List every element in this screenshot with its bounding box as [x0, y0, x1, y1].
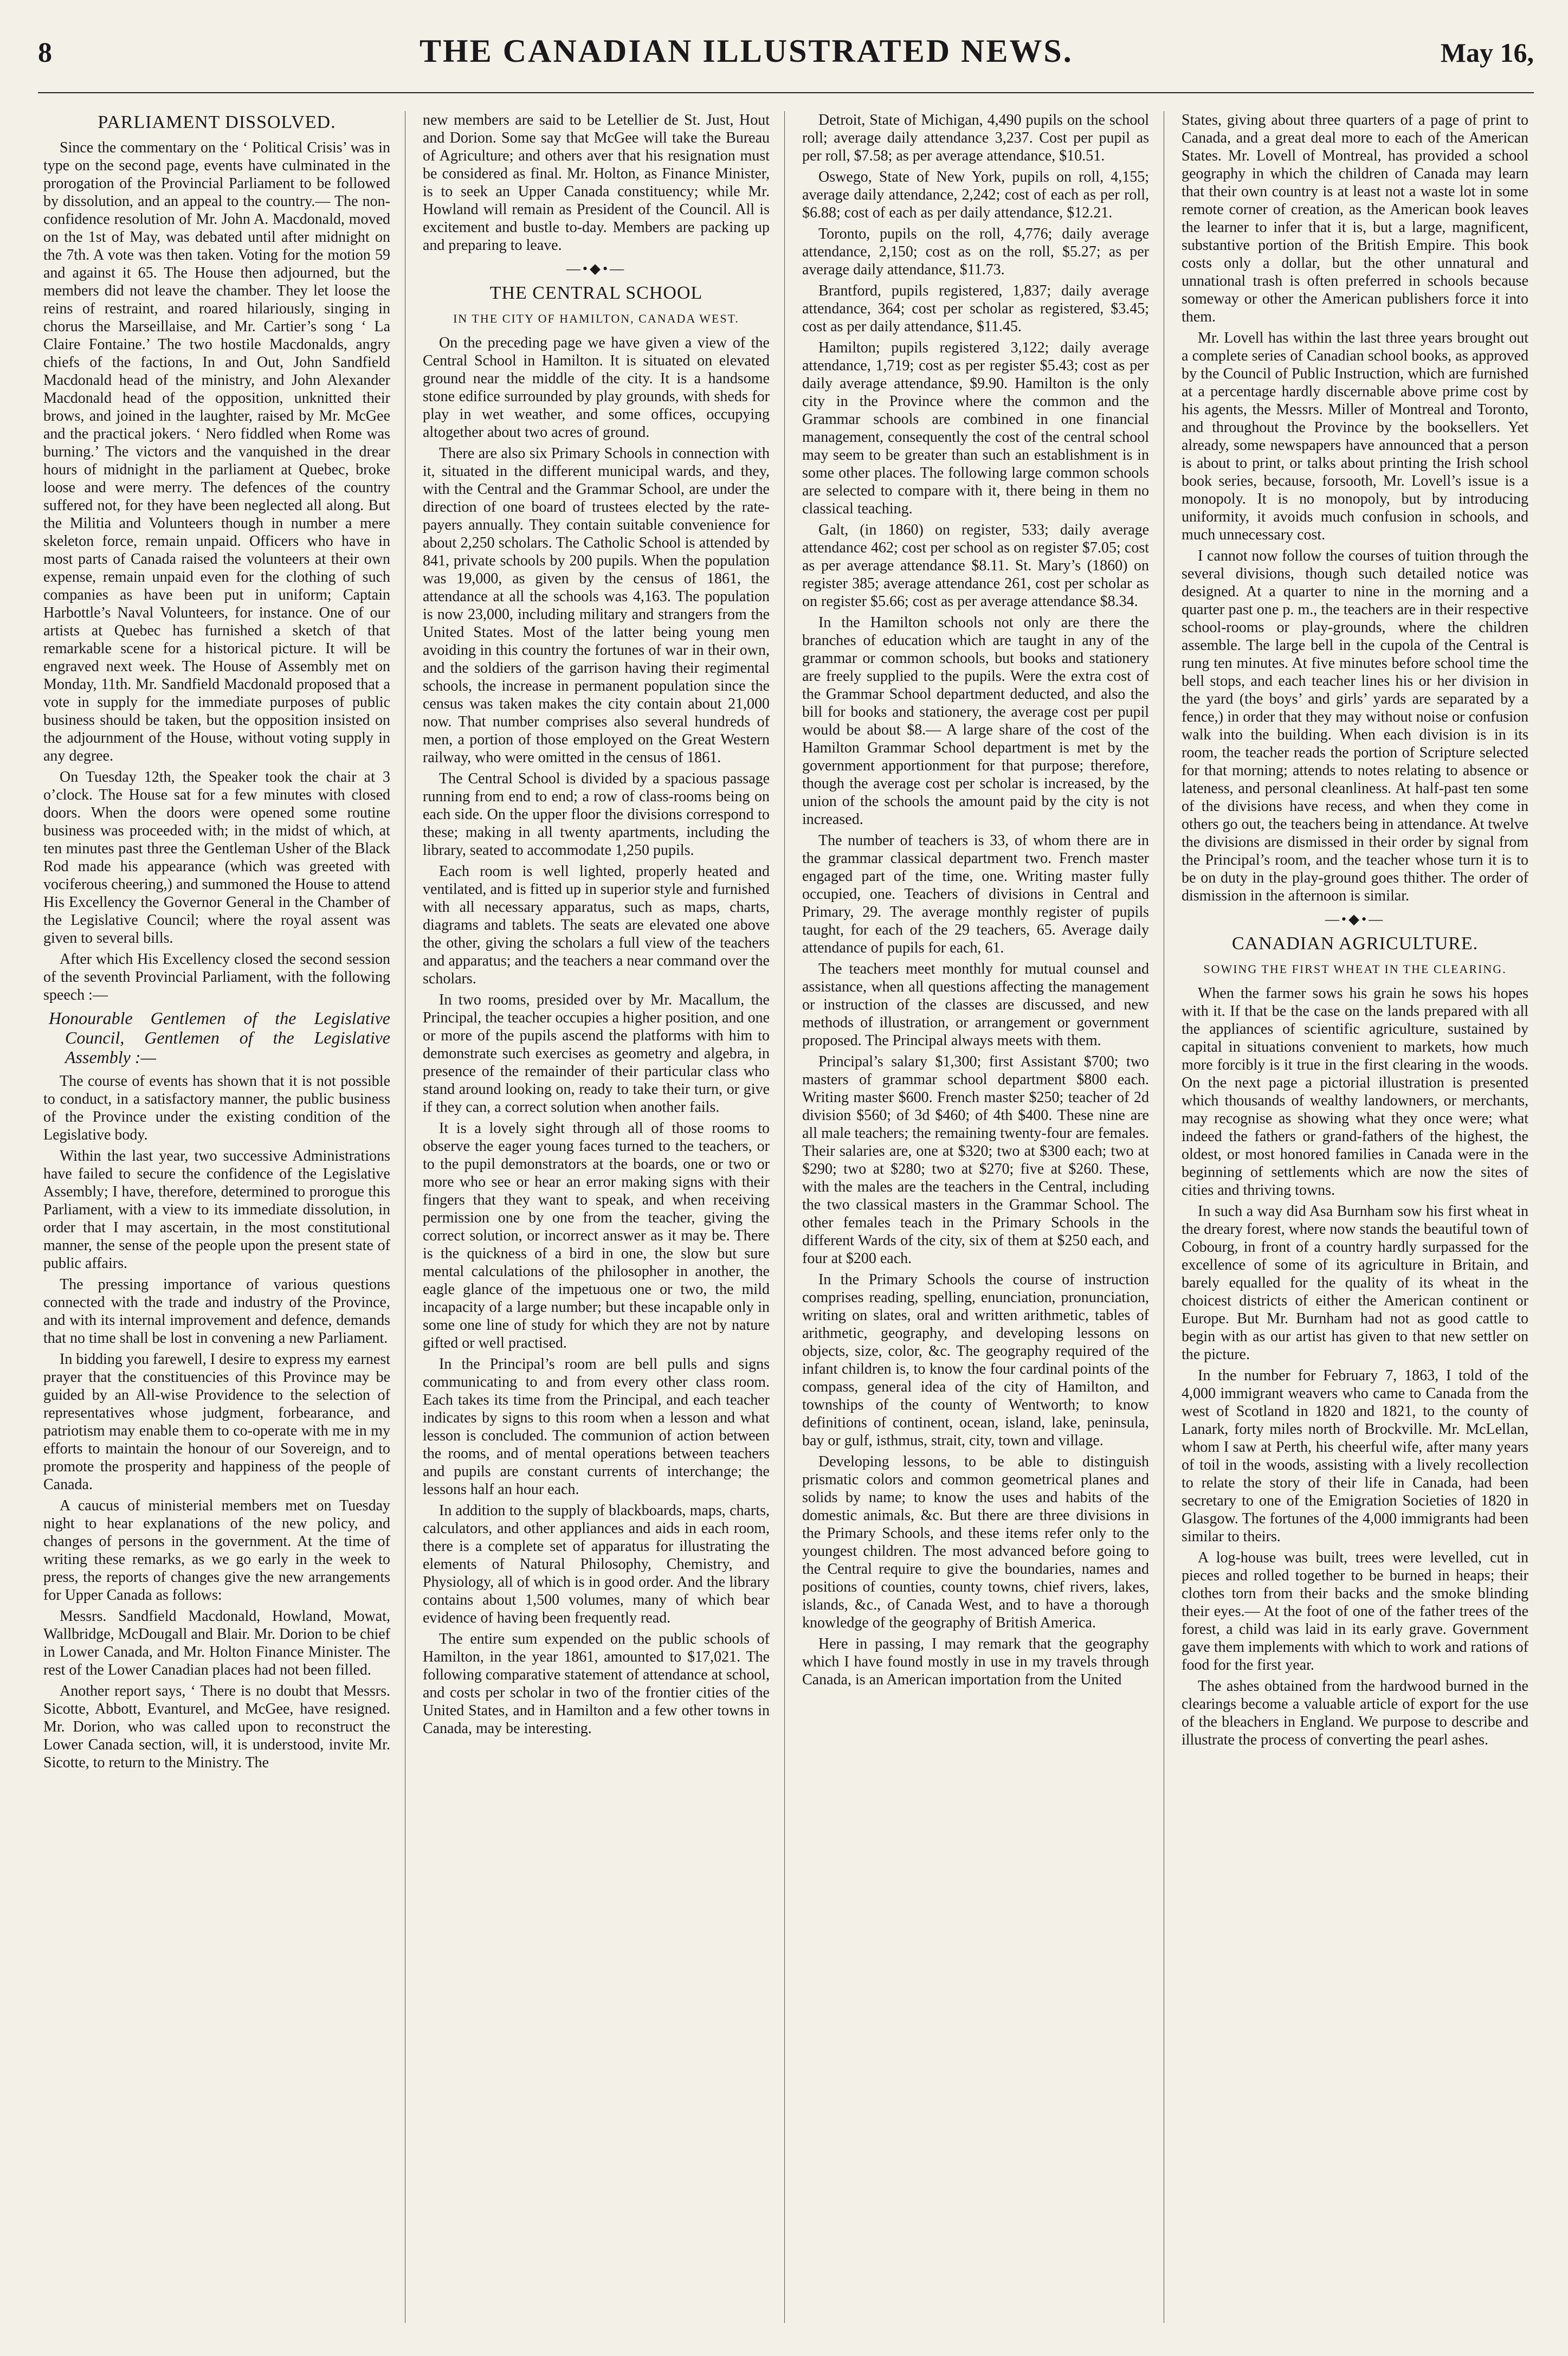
paragraph: Detroit, State of Michigan, 4,490 pupils on the school roll; average daily attendance 3,237. Cost per pupil as per roll, $7.58; as per average attendance, $10.51. — [802, 112, 1149, 164]
paragraph: Another report says, ‘ There is no doubt that Messrs. Sicotte, Abbott, Evanturel, and McGee, have resigned. Mr. Dorion, who was called upon to reconstruct the Lower Canada section, will, it is understood, invite Mr. Sicotte, to return to the Ministry. The — [43, 1683, 390, 1771]
paragraph: Within the last year, two successive Administrations have failed to secure the confidence of the Legislative Assembly; I have, therefore, determined to prorogue this Parliament, with a view to its immediate dissolution, in order that I may ascertain, in the most constitutional manner, the sense of the people upon the present state of public affairs. — [43, 1148, 390, 1272]
paragraph: Developing lessons, to be able to distinguish prismatic colors and common geometrical planes and solids by name; to know the uses and habits of the domestic animals, &c. But there are three divisions in the Primary Schools, and these items refer only to the youngest children. The most advanced before going to the Central require to give the boundaries, names and positions of counties, county towns, chief rivers, lakes, islands, &c., of Canada West, and to have a thorough knowledge of the geography of British America. — [802, 1453, 1149, 1631]
paragraph: In addition to the supply of blackboards, maps, charts, calculators, and other appliances and aids in each room, there is a complete set of apparatus for illustrating the elements of Natural Philosophy, Chemistry, and Physiology, all of which is in good order. And the library contains about 1,500 volumes, many of which bear evidence of having been frequently read. — [423, 1502, 770, 1626]
article-heading-central-school: THE CENTRAL SCHOOL — [489, 283, 703, 303]
paragraph: Oswego, State of New York, pupils on roll, 4,155; average daily attendance, 2,242; cost of each as per roll, $6.88; cost of each as per daily attendance, $12.21. — [802, 169, 1149, 221]
paragraph: When the farmer sows his grain he sows his hopes with it. If that be the case on the lands prepared with all the appliances of scientific agriculture, sustained by capital in situations convenient to markets, how much more forcibly is it true in the first clearing in the woods. On the next page a pictorial illustration is presented which thousands of wealthy landowners, or merchants, may recognise as showing what they once were; what indeed the fathers or grand-fathers of the highest, the oldest, or most honored families in Canada were in the beginning of settlements which are now the sites of cities and thriving towns. — [1182, 985, 1528, 1199]
paragraph: Messrs. Sandfield Macdonald, Howland, Mowat, Wallbridge, McDougall and Blair. Mr. Dorion to be chief in Lower Canada, and Mr. Holton Finance Minister. The rest of the Lower Canadian places had not been filled. — [43, 1608, 390, 1678]
paragraph: I cannot now follow the courses of tuition through the several divisions, though such detailed notice was designed. At a quarter to nine in the morning and a quarter past one p. m., the teachers are in their respective school-rooms or play-grounds, where the children assemble. The large bell in the cupola of the Central is rung ten minutes. At five minutes before school time the bell stops, and each teacher lines his or her division in the yard (the boys’ and girls’ yards are separated by a fence,) in order that they may without noise or confusion walk into the building. When each division is in its room, the teacher reads the portion of Scripture selected for that morning; attends to notes relating to absence or lateness, and personal cleanliness. At half-past ten some of the divisions have recess, and when they come in others go out, the teachers being in attendance. At twelve the divisions are dismissed in their order by signal from the Principal’s room, and the teacher whose turn it is to be on duty in the play-ground goes thither. The order of dismission in the afternoon is similar. — [1182, 548, 1528, 904]
column-3 — [802, 111, 1149, 2328]
paragraph: The Central School is divided by a spacious passage running from end to end; a row of class-rooms being on each side. On the upper floor the divisions correspond to these; making in all twenty apartments, including the library, seated to accommodate 1,250 pupils. — [423, 770, 770, 859]
column-rule — [784, 111, 785, 2323]
newspaper-title: THE CANADIAN ILLUSTRATED NEWS. — [420, 33, 1073, 69]
paragraph: It is a lovely sight through all of those rooms to observe the eager young faces turned to the teachers, or to the pupil demonstrators at the boards, one or two or more who see or hear an error making signs with their fingers that they want to speak, and when receiving permission one by one from the teacher, giving the correct solution, or incorrect answer as it may be. There is the quickness of a bird in one, the slow but sure mental calculations of the philosopher in another, the eagle glance of the impetuous one or two, the mild incapacity of a large number; but these incapable only in some one line of study for which they are not by nature gifted or well practised. — [423, 1120, 770, 1351]
page-number: 8 — [38, 37, 52, 68]
section-divider: —•◆•— — [566, 261, 627, 276]
column-4 — [1182, 111, 1528, 2328]
paragraph: In the Principal’s room are bell pulls and signs communicating to and from every other class room. Each takes its time from the Principal, and each teacher indicates by signs to this room when a lesson and what lesson is concluded. The communion of action between the rooms, and of mental operations between teachers and pupils are constant currents of interchange; the lessons half an hour each. — [423, 1356, 770, 1498]
section-divider: —•◆•— — [1325, 911, 1385, 927]
column-2 — [423, 111, 770, 2328]
paragraph: Principal’s salary $1,300; first Assistant $700; two masters of grammar school department $800 each. Writing master $600. French master $250; teacher of 2d division $560; of 3d $460; of 4th $400. These nine are all male teachers; the remaining twenty-four are females. Their salaries are, one at $320; two at $300 each; two at $290; two at $280; two at $270; five at $260. These, with the males are the teachers in the Central, including the two classical masters in the Grammar School. The other females teach in the Primary Schools in the different Wards of the city, six of them at $250 each, and four at $200 each. — [802, 1053, 1149, 1267]
paragraph: The teachers meet monthly for mutual counsel and assistance, when all questions affecting the management or instruction of the classes are discussed, and new methods of illustration, or arrangement or government proposed. The Principal always meets with them. — [802, 961, 1149, 1049]
paragraph: A log-house was built, trees were levelled, cut in pieces and rolled together to be burned in heaps; their clothes torn from their backs and the smoke blinding their eyes.— At the foot of one of the father trees of the forest, a child was laid in its early grave. Government gave them implements with which to work and rations of food for the first year. — [1182, 1549, 1528, 1673]
masthead — [38, 33, 1534, 93]
paragraph: Here in passing, I may remark that the geography which I have found mostly in use in my travels through Canada, is an American importation from the United — [802, 1636, 1149, 1688]
paragraph: Hamilton; pupils registered 3,122; daily average attendance, 1,719; cost as per register $5.43; cost as per daily average attendance, $9.90. Hamilton is the only city in the Province where the common and the Grammar schools are combined in one financial management, consequently the cost of the central school may seem to be greater than such an establishment is in some other places. The following large common schools are selected to compare with it, there being in them no classical teaching. — [802, 339, 1149, 517]
paragraph: new members are said to be Letellier de St. Just, Hout and Dorion. Some say that McGee will take the Bureau of Agriculture; and others aver that his resignation must be considered as final. Mr. Holton, as Finance Minister, is to seek an Upper Canada constituency; while Mr. Howland will remain as President of the Council. All is excitement and bustle to-day. Members are packing up and preparing to leave. — [423, 112, 770, 254]
paragraph: On Tuesday 12th, the Speaker took the chair at 3 o’clock. The House sat for a few minutes with closed doors. When the doors were opened some routine business was proceeded with; in the midst of which, at ten minutes past three the Gentleman Usher of the Black Rod made his appearance (which was greeted with vociferous cheering,) and summoned the House to attend His Excellency the Governor General in the Chamber of the Legislative Council; where the royal assent was given to several bills. — [43, 769, 390, 947]
paragraph: The number of teachers is 33, of whom there are in the grammar classical department two. French master engaged part of the time, one. Writing master fully occupied, one. Teachers of divisions in Central and Primary, 29. The average monthly register of pupils taught, for each of the 29 teachers, 65. Average daily attendance of pupils for each, 61. — [802, 832, 1149, 956]
paragraph: There are also six Primary Schools in connection with it, situated in the different municipal wards, and they, with the Central and the Grammar School, are under the direction of one board of trustees elected by the rate-payers annually. They contain suitable convenience for about 2,250 scholars. The Catholic School is attended by 841, private schools by 200 pupils. When the population was 19,000, as given by the census of 1861, the attendance at all the schools was 4,163. The population is now 23,000, including military and strangers from the United States. Most of the latter being young men avoiding in this country the fortunes of war in their own, and the soldiers of the garrison having their regimental schools, the increase in permanent population since the census was taken makes the city contain about 21,000 now. That number comprises also several hundreds of men, a portion of those employed on the Great Western railway, who were omitted in the census of 1861. — [423, 445, 770, 766]
article-subheading: IN THE CITY OF HAMILTON, CANADA WEST. — [453, 312, 739, 325]
paragraph: Mr. Lovell has within the last three years brought out a complete series of Canadian school books, as approved by the Council of Public Instruction, which are furnished at a percentage hardly discernable above prime cost by his agents, the Messrs. Miller of Montreal and Toronto, and throughout the Province by the booksellers. Yet already, some newspapers have announced that a person is about to print, or talks about printing the Irish school book series, because, forsooth, Mr. Lovell’s issue is a monopoly. It is no monopoly, but by introducing uniformity, it avoids much confusion in schools, and much unnecessary cost. — [1182, 330, 1528, 543]
paragraph: Since the commentary on the ‘ Political Crisis’ was in type on the second page, events have culminated in the prorogation of the Provincial Parliament to be followed by dissolution, and an appeal to the country.— The non-confidence resolution of Mr. John A. Macdonald, moved on the 1st of May, was debated until after midnight on the 7th. A vote was then taken. Voting for the motion 59 and against it 65. The House then adjourned, but the members did not leave the chamber. They let loose the reins of restraint, and roared hilariously, singing in chorus the Marseillaise, and Mr. Cartier’s song ‘ La Claire Fontaine.’ The two hostile Macdonalds, angry chiefs of the factions, In and Out, John Sandfield Macdonald head of the ministry, and John Alexander Macdonald head of the opposition, unknitted their brows, and joined in the laughter, raised by Mr. McGee and the practical jokers. ‘ Nero fiddled when Rome was burning.’ The victors and the vanquished in the drear hours of midnight in the parliament at Quebec, broke loose and were merry. The defences of the country suffered not, for they have been neglected all along. But the Militia and Volunteers though in number a mere skeleton force, remain unpaid. Officers who have in most parts of Canada raised the volunteers at their own expense, remain unpaid even for the clothing of such companies as have been put in uniform; Captain Harbottle’s Naval Volunteers, for instance. One of our artists at Quebec has furnished a sketch of that remarkable scene for a historical picture. It will be engraved next week. The House of Assembly met on Monday, 11th. Mr. Sandfield Macdonald proposed that a vote in supply for the immediate purposes of public business should be taken, but the opposition insisted on the adjournment of the House, without voting supply in any degree. — [43, 139, 390, 764]
paragraph: A caucus of ministerial members met on Tuesday night to hear explanations of the new policy, and changes of persons in the government. At the time of writing these remarks, as we go early in the week to press, the reports of changes give the new arrangements for Upper Canada as follows: — [43, 1497, 390, 1604]
paragraph: States, giving about three quarters of a page of print to Canada, and a great deal more to each of the American States. Mr. Lovell of Montreal, has provided a school geography in which the children of Canada may learn that their own country is at least not a waste lot in some remote corner of creation, as the American book leaves the learner to infer that it is, but a large, magnificent, substantive portion of the British Empire. This book costs only a dollar, but the other unnatural and unnational trash is often preferred in schools because someway or other the American publishers force it into them. — [1182, 112, 1528, 325]
paragraph: Brantford, pupils registered, 1,837; daily average attendance, 364; cost per scholar as registered, $3.45; cost as per daily attendance, $11.45. — [802, 282, 1149, 335]
paragraph: In bidding you farewell, I desire to express my earnest prayer that the constituencies of this Province may be guided by an All-wise Providence to the selection of representatives whose judgment, forbearance, and patriotism may enable them to co-operate with me in my efforts to maintain the honour of our Sovereign, and to promote the prosperity and happiness of the people of Canada. — [43, 1351, 390, 1493]
article-heading-agriculture: CANADIAN AGRICULTURE. — [1231, 934, 1479, 954]
paragraph: Each room is well lighted, properly heated and ventilated, and is fitted up in superior style and furnished with all necessary apparatus, such as maps, charts, diagrams and tablets. The seats are elevated one above the other, giving the scholars a full view of the teachers and apparatus; and the teachers a near command over the scholars. — [423, 863, 770, 987]
paragraph: In the Hamilton schools not only are there the branches of education which are taught in any of the grammar or common schools, but books and stationery are freely supplied to the pupils. Were the extra cost of the Grammar School department deducted, and also the bill for books and stationery, the average cost per pupil would be about $8.— A large share of the cost of the Hamilton Grammar School department is met by the government apportionment for that purpose; therefore, though the average cost per scholar is increased, by the union of the schools the amount paid by the city is not increased. — [802, 614, 1149, 828]
paragraph: The course of events has shown that it is not possible to conduct, in a satisfactory manner, the public business of the Province under the existing condition of the Legislative body. — [43, 1073, 390, 1143]
speech-address: Honourable Gentlemen of the Legislative Council, Gentlemen of the Legislative Assembly :— — [49, 1008, 390, 1067]
paragraph: In such a way did Asa Burnham sow his first wheat in the dreary forest, where now stands the beautiful town of Cobourg, in front of a country hardly surpassed for the excellence of some of its agriculture in Britain, and barely equalled for the quality of its wheat in the choicest districts of either the American continent or Europe. But Mr. Burnham had not as good cattle to begin with as our artist has given to that new settler on the picture. — [1182, 1203, 1528, 1363]
article-heading-parliament: PARLIAMENT DISSOLVED. — [98, 112, 336, 132]
paragraph: After which His Excellency closed the second session of the seventh Provincial Parliament, with the following speech :— — [43, 951, 390, 1003]
paragraph: Galt, (in 1860) on register, 533; daily average attendance 462; cost per school as on register $7.05; cost as per average attendance $8.11. St. Mary’s (1860) on register 385; average attendance 261, cost per scholar as on register $5.66; cost as per average attendance $8.34. — [802, 522, 1149, 610]
paragraph: The entire sum expended on the public schools of Hamilton, in the year 1861, amounted to $17,021. The following comparative statement of attendance at school, and costs per scholar in two of the frontier cities of the United States, and in Hamilton and a few other towns in Canada, may be interesting. — [423, 1631, 770, 1737]
column-1 — [43, 111, 390, 2328]
paragraph: On the preceding page we have given a view of the Central School in Hamilton. It is situated on elevated ground near the middle of the city. It is a handsome stone edifice surrounded by play grounds, with sheds for play in wet weather, and some offices, occupying altogether about two acres of ground. — [423, 334, 770, 441]
paragraph: Toronto, pupils on the roll, 4,776; daily average attendance, 2,150; cost as on the roll, $5.27; as per average daily attendance, $11.73. — [802, 226, 1149, 278]
paragraph: In the number for February 7, 1863, I told of the 4,000 immigrant weavers who came to Canada from the west of Scotland in 1820 and 1821, to the county of Lanark, forty miles north of Brockville. Mr. McLellan, whom I saw at Perth, his cheerful wife, after many years of toil in the woods, assisting with a lively recollection to relate the story of their life in Canada, had been secretary to one of the Emigration Societies of 1820 in Glasgow. The fortunes of the 4,000 immigrants had been similar to theirs. — [1182, 1367, 1528, 1545]
paragraph: The ashes obtained from the hardwood burned in the clearings become a valuable article of export for the use of the bleachers in England. We purpose to describe and illustrate the process of converting the pearl ashes. — [1182, 1678, 1528, 1748]
article-subheading: SOWING THE FIRST WHEAT IN THE CLEARING. — [1203, 962, 1507, 976]
issue-date: May 16, — [1440, 37, 1534, 68]
paragraph: In the Primary Schools the course of instruction comprises reading, spelling, enunciation, pronunciation, writing on slates, oral and written arithmetic, tables of arithmetic, geography, and developing lessons on objects, size, color, &c. The geography required of the infant children is, to know the four cardinal points of the compass, general idea of the city of Hamilton, and townships of the county of Wentworth; to know definitions of continent, ocean, island, lake, peninsula, bay or gulf, isthmus, strait, city, town and village. — [802, 1271, 1149, 1449]
paragraph: The pressing importance of various questions connected with the trade and industry of the Province, and with its internal improvement and defence, demands that no time shall be lost in convening a new Parliament. — [43, 1276, 390, 1347]
paragraph: In two rooms, presided over by Mr. Macallum, the Principal, the teacher occupies a higher position, and one or more of the pupils ascend the platforms with him to demonstrate such exercises as geometry and algebra, in presence of the remainder of their particular class who stand around looking on, ready to take their turn, or give if they can, a correct solution when another fails. — [423, 992, 770, 1116]
